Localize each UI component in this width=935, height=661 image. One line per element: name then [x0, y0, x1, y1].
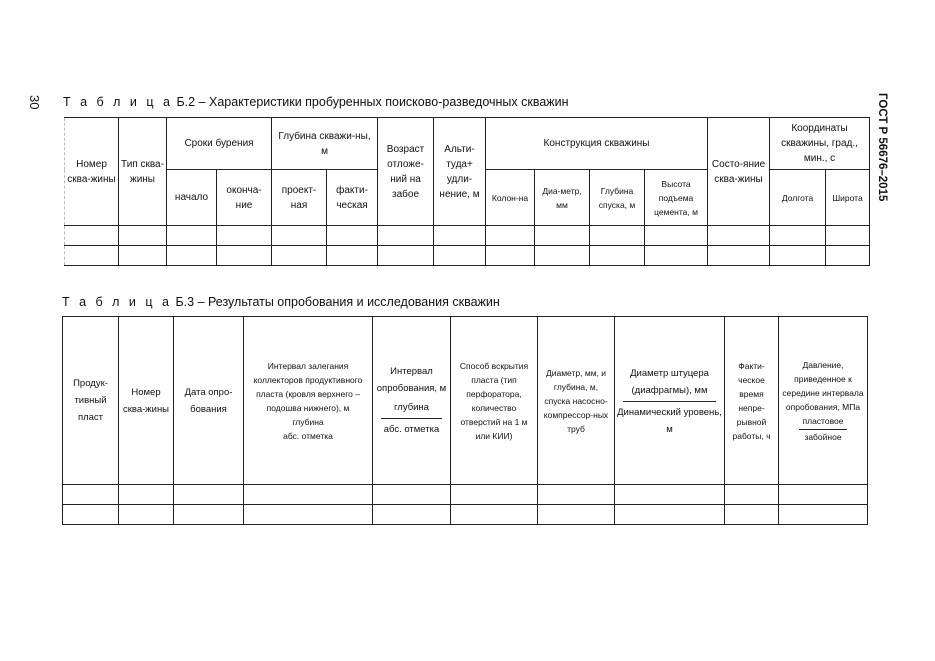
table-row: [65, 226, 870, 246]
header-cement-height: Высота подъема цемента, м: [645, 170, 708, 226]
collector-interval-label: Интервал залегания коллекторов продуктивного пласта (кровля верхнего – подошва нижнего), м: [253, 360, 363, 413]
table-row: [63, 505, 868, 525]
header-bottom-age: Возраст отложе-ний на забое: [378, 118, 434, 226]
header-longitude: Долгота: [770, 170, 826, 226]
pressure-label: Давление, приведенное к середине интервала опробования, МПа: [782, 359, 864, 412]
dynamic-level-label: Динамический уровень, м: [617, 407, 722, 435]
table-row: [65, 246, 870, 266]
choke-diameter-label: Диаметр штуцера (диафрагмы), мм: [623, 365, 716, 402]
table-row: [63, 485, 868, 505]
header-end: оконча-ние: [217, 170, 272, 226]
table-b2-caption: Т а б л и ц а Б.2 – Характеристики пробуренных поисково-разведочных скважин: [63, 95, 569, 109]
header-well-number: Номер сква-жины: [119, 317, 174, 485]
collector-depth-label: глубина: [292, 416, 324, 427]
header-productive-layer: Продук-тивный пласт: [63, 317, 119, 485]
header-diameter: Диа-метр, мм: [535, 170, 590, 226]
header-actual-time: Факти-ческое время непре-рывной работы, ч: [725, 317, 779, 485]
header-construction: Конструкция скважины: [486, 118, 708, 170]
test-interval-label: Интервал опробования, м: [376, 366, 447, 394]
header-state: Состо-яние сква-жины: [708, 118, 770, 226]
header-altitude: Альти-туда+ удли-нение, м: [434, 118, 486, 226]
header-collector-interval: [244, 317, 373, 485]
pressure-layer-label: пластовое: [799, 414, 848, 430]
header-choke-diameter: [615, 317, 725, 485]
header-column: Колон-на: [486, 170, 535, 226]
table-b3-caption: Т а б л и ц а Б.3 – Результаты опробования и исследования скважин: [62, 295, 500, 309]
header-actual: факти-ческая: [327, 170, 378, 226]
header-drilling-period: Сроки бурения: [167, 118, 272, 170]
collector-abs-label: абс. отметка: [283, 430, 333, 441]
header-pressure: [779, 317, 868, 485]
header-opening-method: Способ вскрытия пласта (тип перфоратора, количество отверстий на 1 м или КИИ): [451, 317, 538, 485]
pressure-bottom-label: забойное: [804, 431, 842, 442]
table-b2: [64, 117, 870, 266]
table-b3: [62, 316, 868, 525]
header-well-number: Номер сква-жины: [65, 118, 119, 226]
standard-designation: ГОСТ Р 56676–2015: [876, 93, 888, 202]
header-depth: Глубина скважи-ны, м: [272, 118, 378, 170]
header-coords: Координаты скважины, град., мин., с: [770, 118, 870, 170]
header-latitude: Широта: [826, 170, 870, 226]
page-number: 30: [27, 95, 42, 110]
header-start: начало: [167, 170, 217, 226]
header-pipe-diameter: Диаметр, мм, и глубина, м, спуска насосно-компрессор-ных труб: [538, 317, 615, 485]
header-well-type: Тип сква-жины: [119, 118, 167, 226]
header-run-depth: Глубина спуска, м: [590, 170, 645, 226]
test-depth-label: глубина: [381, 399, 442, 419]
header-test-date: Дата опро-бования: [174, 317, 244, 485]
header-design: проект-ная: [272, 170, 327, 226]
test-abs-label: абс. отметка: [383, 424, 440, 435]
header-test-interval: [373, 317, 451, 485]
